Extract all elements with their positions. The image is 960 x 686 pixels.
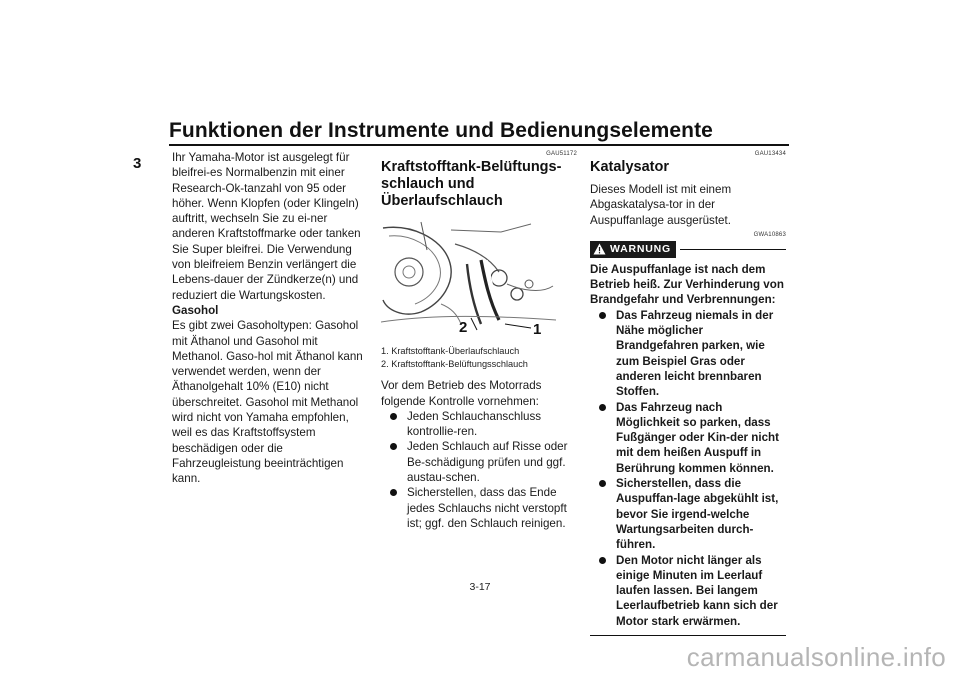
warning-text: Die Auspuffanlage ist nach dem Betrieb heiß. Zur Verhinderung von Brandgefahr und Verbrennungen: bbox=[590, 262, 784, 307]
warning-badge bbox=[590, 241, 676, 258]
column-2 bbox=[381, 150, 577, 531]
warning-triangle-icon bbox=[593, 243, 606, 255]
column-1 bbox=[172, 150, 370, 487]
chapter-number: 3 bbox=[133, 155, 142, 172]
list-item: Den Motor nicht länger als einige Minuten im Leerlauf laufen lassen. Bei langem Leerlaufbetrieb kann sich der Motor stark erwärmen. bbox=[616, 553, 786, 629]
figure-caption-2: 2. Kraftstofftank-Belüftungsschlauch bbox=[381, 359, 528, 370]
figure-caption-1: 1. Kraftstofftank-Überlaufschlauch bbox=[381, 346, 520, 357]
title-rule bbox=[169, 144, 789, 146]
catalyst-intro: Dieses Modell ist mit einem Abgaskatalysa-tor in der Auspuffanlage ausgerüstet. bbox=[590, 183, 732, 227]
gasohol-paragraph: Es gibt zwei Gasoholtypen: Gasohol mit Äthanol und Gasohol mit Methanol. Gaso-hol mit Äthanol kann verwendet werden, wenn der Äthanolgehalt 10% (E10) nicht überschreitet. Gasohol mit Methanol wird nicht von Yamaha empfohlen, weil es das Kraftstoffsystem beschädigen oder die Fahrzeugleistung beeinträchtigen kann. bbox=[172, 319, 363, 486]
page-number: 3-17 bbox=[469, 581, 491, 593]
warning-box bbox=[590, 241, 786, 636]
column-3 bbox=[590, 150, 786, 636]
list-item: Sicherstellen, dass die Auspuffan-lage abgekühlt ist, bevor Sie irgend-welche Wartungsarbeiten durch-führen. bbox=[616, 476, 786, 552]
section-heading-catalyst: Katalysator bbox=[590, 159, 669, 175]
warning-label: WARNUNG bbox=[610, 242, 672, 255]
list-item: Sicherstellen, dass das Ende jedes Schlauchs nicht verstopft ist; ggf. den Schlauch reinigen. bbox=[407, 485, 577, 531]
figure-callout-1: 1 bbox=[533, 321, 542, 335]
check-list bbox=[381, 409, 577, 531]
page-title: Funktionen der Instrumente und Bedienungselemente bbox=[169, 119, 713, 142]
check-intro: Vor dem Betrieb des Motorrads folgende Kontrolle vornehmen: bbox=[381, 379, 542, 408]
warning-rule bbox=[680, 249, 786, 251]
watermark[interactable]: carmanualsonline.info bbox=[686, 642, 946, 672]
figure-callout-2: 2 bbox=[459, 319, 468, 335]
warning-header bbox=[590, 241, 786, 258]
list-item: Jeden Schlauch auf Risse oder Be-schädigung prüfen und ggf. austau-schen. bbox=[407, 439, 577, 485]
gasohol-heading: Gasohol bbox=[172, 303, 219, 317]
section-heading-hoses: Kraftstofftank-Belüftungs-schlauch und Überlaufschlauch bbox=[381, 159, 562, 209]
fuel-paragraph: Ihr Yamaha-Motor ist ausgelegt für bleifrei-es Normalbenzin mit einer Research-Ok-tanzahl von 95 oder höher. Wenn Klopfen (oder Klingeln) auftritt, wechseln Sie zu ei-ner anderen Kraftstoffmarke oder tanken Sie Super bleifrei. Die Verwendung von bleifreiem Benzin verlängert die Lebens-dauer der Zündkerze(n) und reduziert die Wartungskosten. bbox=[172, 151, 361, 302]
list-item: Jeden Schlauchanschluss kontrollie-ren. bbox=[407, 409, 577, 440]
hose-figure bbox=[381, 220, 556, 335]
section-code: GAU13434 bbox=[754, 151, 786, 157]
list-item: Das Fahrzeug nach Möglichkeit so parken, dass Fußgänger oder Kin-der nicht mit dem heißen Auspuff in Berührung kommen können. bbox=[616, 400, 786, 476]
warning-code: GWA10863 bbox=[753, 231, 786, 238]
list-item: Das Fahrzeug niemals in der Nähe möglicher Brandgefahren parken, wie zum Beispiel Gras oder anderen leicht brennbaren Stoffen. bbox=[616, 308, 786, 400]
chapter-tab bbox=[127, 153, 159, 686]
section-code: GAU51172 bbox=[546, 151, 577, 157]
chapter-tab-bar bbox=[127, 153, 159, 686]
